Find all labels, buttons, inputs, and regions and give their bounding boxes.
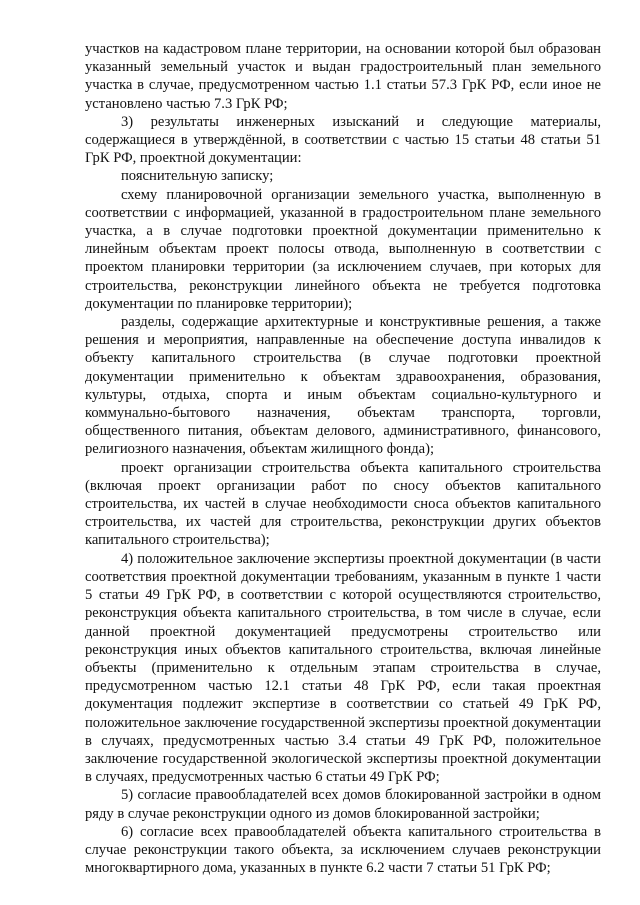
paragraph-site-plan: схему планировочной организации земельного участка, выполненную в соответствии с информацией, указанной в градостроительном плане земельного участка, а в случае подготовки проектной документации применительно к линейным объектам проект полосы отвода, выполненную в соответствии с проектом планировки территории (за исключением случаев, при которых для строительства, реконструкции линейного объекта не требуется подготовка документации по планировке территории); bbox=[85, 186, 601, 312]
paragraph-item-4: 4) положительное заключение экспертизы проектной документации (в части соответствия проектной документации требованиям, указанным в пункте 1 части 5 статьи 49 ГрК РФ, в соответствии с которой осуществляются строительство, реконструкция объекта капитального строительства, в том числе в случае, если данной проектной документацией предусмотрены строительство или реконструкция иных объектов капитального строительства, включая линейные объекты (применительно к отдельным этапам строительства в случае, предусмотренном частью 12.1 статьи 48 ГрК РФ, если такая проектная документация подлежит экспертизе в соответствии со статьей 49 ГрК РФ, положительное заключение государственной экспертизы проектной документации в случаях, предусмотренных частью 3.4 статьи 49 ГрК РФ, положительное заключение государственной экологической экспертизы проектной документации в случаях, предусмотренных частью 6 статьи 49 ГрК РФ; bbox=[85, 550, 601, 786]
document-page bbox=[85, 40, 601, 877]
paragraph-sections: разделы, содержащие архитектурные и конструктивные решения, а также решения и мероприятия, направленные на обеспечение доступа инвалидов к объекту капитального строительства (в случае подготовки проектной документации применительно к объектам здравоохранения, образования, культуры, отдыха, спорта и иным объектам социально-культурного и коммунально-бытового назначения, объектам транспорта, торговли, общественного питания, объектам делового, административного, финансового, религиозного назначения, объектам жилищного фонда); bbox=[85, 314, 601, 458]
paragraph-continuation: участков на кадастровом плане территории, на основании которой был образован указанный земельный участок и выдан градостроительный план земельного участка в случае, предусмотренном частью 1.1 статьи 57.3 ГрК РФ, если иное не установлено частью 7.3 ГрК РФ; bbox=[85, 41, 601, 112]
paragraph-construction-project: проект организации строительства объекта капитального строительства (включая проект организации работ по сносу объектов капитального строительства, их частей в случае необходимости сноса объектов капитального строительства, их частей для строительства, реконструкции других объектов капитального строительства); bbox=[85, 459, 601, 549]
paragraph-explanatory-note: пояснительную записку; bbox=[121, 168, 274, 185]
paragraph-item-6: 6) согласие всех правообладателей объекта капитального строительства в случае реконструкции такого объекта, за исключением случаев реконструкции многоквартирного дома, указанных в пункте 6.2 части 7 статьи 51 ГрК РФ; bbox=[85, 823, 601, 877]
paragraph-item-5: 5) согласие правообладателей всех домов блокированной застройки в одном ряду в случае реконструкции одного из домов блокированной застройки; bbox=[85, 787, 601, 822]
paragraph-item-3: 3) результаты инженерных изысканий и следующие материалы, содержащиеся в утверждённой, в соответствии с частью 15 статьи 48 статьи 51 ГрК РФ, проектной документации: bbox=[85, 113, 601, 167]
